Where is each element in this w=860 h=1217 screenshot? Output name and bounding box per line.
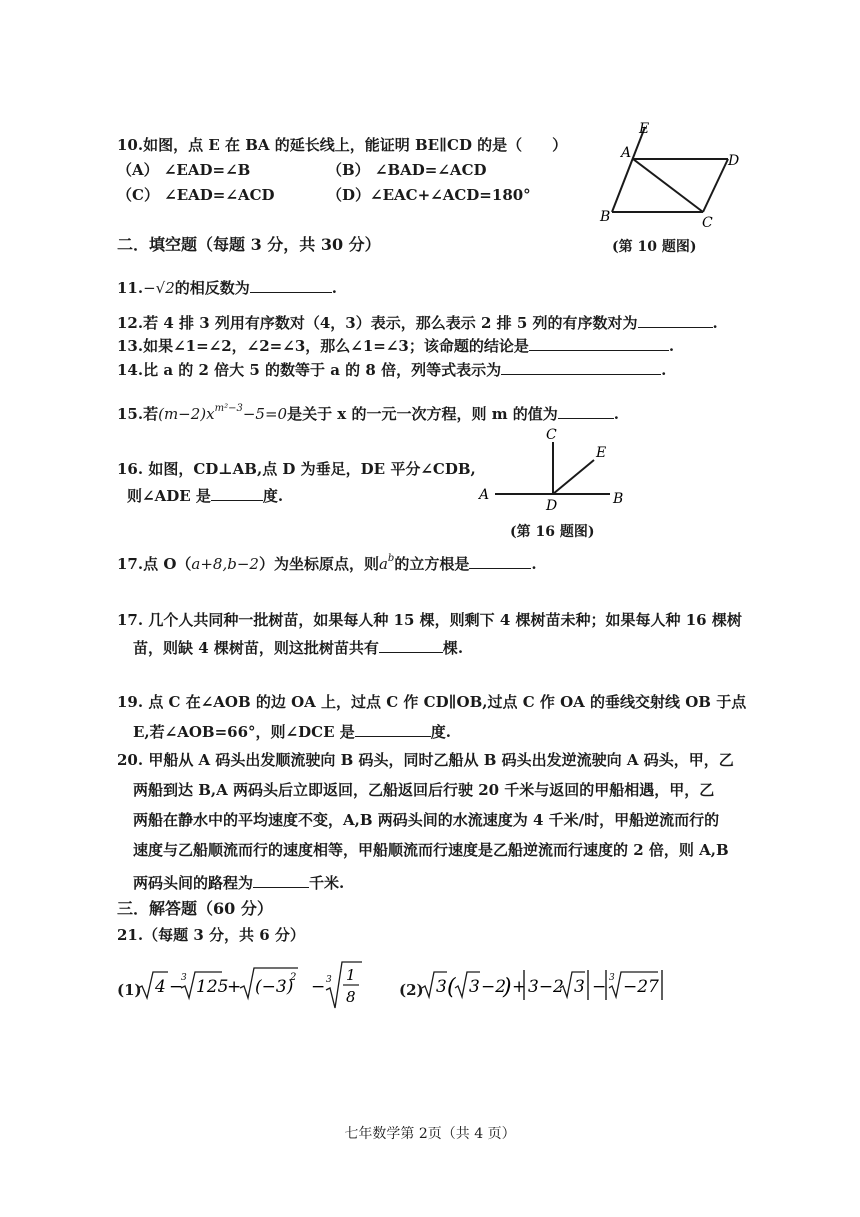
svg-text:−: − xyxy=(169,977,184,997)
q16-line2-prefix: 则∠ADE 是 xyxy=(127,487,211,505)
q13-text: 13.如果∠1=∠2，∠2=∠3，那么∠1=∠3；该命题的结论是 xyxy=(117,337,529,355)
q20-answer-blank[interactable] xyxy=(253,871,309,888)
q14-answer-blank[interactable] xyxy=(501,358,661,375)
q16-answer-blank[interactable] xyxy=(211,484,263,501)
fig16-label-e: E xyxy=(596,445,607,461)
q20-line-3: 两船在静水中的平均速度不变，A,B 两码头间的水流速度为 4 千米/时，甲船逆流而行的 xyxy=(133,811,720,829)
page-footer: 七年数学第 2页（共 4 页） xyxy=(344,1126,516,1142)
svg-text:−2: −2 xyxy=(481,977,507,997)
q11: 11.−√2的相反数为 . xyxy=(117,276,337,298)
svg-text:+: + xyxy=(512,977,527,997)
svg-text:(−3): (−3) xyxy=(255,977,294,997)
fig10-label-d: D xyxy=(728,153,740,169)
q10-option-c: （C） ∠EAD=∠ACD xyxy=(117,186,275,204)
fig16-label-a: A xyxy=(479,487,490,503)
q11-prefix: 11. xyxy=(117,279,144,297)
q17a: 17.点 O（a+8,b−2）为坐标原点，则$a^b$的立方根是 . xyxy=(117,553,537,573)
q16-line2-suffix: 度. xyxy=(262,487,284,505)
q17b-answer-blank[interactable] xyxy=(379,636,443,653)
q13-answer-blank[interactable] xyxy=(529,334,669,351)
q19-answer-blank[interactable] xyxy=(355,720,431,737)
section-2-title: 二．填空题（每题 3 分，共 30 分） xyxy=(117,235,381,254)
svg-text:3: 3 xyxy=(469,977,480,997)
q16-line-2 xyxy=(127,484,283,506)
figure-10-caption: (第 10 题图) xyxy=(612,239,697,255)
q17a-suffix: 的立方根是 xyxy=(394,555,470,573)
q11-expression: −√2 xyxy=(143,279,175,297)
q10-option-d: （D）∠EAC+∠ACD=180° xyxy=(327,186,531,204)
q20-line-5 xyxy=(133,871,344,893)
q15-suffix: 是关于 x 的一元一次方程，则 m 的值为 xyxy=(287,405,558,423)
q12-answer-blank[interactable] xyxy=(638,311,713,328)
q10-option-a: （A） ∠EAD=∠B xyxy=(117,161,251,179)
q20-line-2: 两船到达 B,A 两码头后立即返回，乙船返回后行驶 20 千米与返回的甲船相遇，甲，乙 xyxy=(133,781,715,799)
q21-heading: 21.（每题 3 分，共 6 分） xyxy=(117,926,305,944)
q12-text: 12.若 4 排 3 列用有序数对（4，3）表示，那么表示 2 排 5 列的有序数对为 xyxy=(117,314,638,332)
svg-text:3: 3 xyxy=(574,977,585,997)
q15-prefix: 15.若 xyxy=(117,405,159,423)
svg-text:−: − xyxy=(592,977,607,997)
fig10-label-a: A xyxy=(621,145,632,161)
q13: 13.如果∠1=∠2，∠2=∠3，那么∠1=∠3；该命题的结论是 . xyxy=(117,334,674,356)
q17a-answer-blank[interactable] xyxy=(469,552,531,569)
fig10-label-e: E xyxy=(639,121,650,137)
section-3-title: 三．解答题（60 分） xyxy=(117,899,273,918)
q14-text: 14.比 a 的 2 倍大 5 的数等于 a 的 8 倍，列等式表示为 xyxy=(117,361,502,379)
q17a-coordinates: a+8,b−2 xyxy=(191,555,259,573)
svg-text:): ) xyxy=(503,975,512,1000)
q21-part2-label: (2) xyxy=(399,981,424,999)
q17b-line-1: 17. 几个人共同种一批树苗，如果每人种 15 棵，则剩下 4 棵树苗未种；如果每人种 16 棵树 xyxy=(117,611,742,629)
svg-text:(: ( xyxy=(447,975,456,1000)
q20-line5-suffix: 千米. xyxy=(309,874,345,892)
fig16-label-d: D xyxy=(546,498,558,514)
svg-text:3: 3 xyxy=(326,975,332,985)
q19-line-1: 19. 点 C 在∠AOB 的边 OA 上，过点 C 作 CD∥OB,过点 C 作 OA 的垂线交射线 OB 于点 xyxy=(117,693,747,711)
svg-text:3−2: 3−2 xyxy=(528,977,564,997)
q20-line5-prefix: 两码头间的路程为 xyxy=(133,874,254,892)
q15-expr-main: (m−2)x xyxy=(158,405,215,423)
q10-stem: 10.如图，点 E 在 BA 的延长线上，能证明 BE∥CD 的是（ ） xyxy=(117,136,568,154)
svg-text:125: 125 xyxy=(196,977,229,997)
fig16-label-c: C xyxy=(546,427,557,443)
q20-line-1: 20. 甲船从 A 码头出发顺流驶向 B 码头，同时乙船从 B 码头出发逆流驶向 A 码头，甲，乙 xyxy=(117,751,734,769)
figure-16-caption: (第 16 题图) xyxy=(510,524,595,540)
q16-line-1: 16. 如图，CD⊥AB,点 D 为垂足，DE 平分∠CDB, xyxy=(117,460,476,478)
q14: 14.比 a 的 2 倍大 5 的数等于 a 的 8 倍，列等式表示为 . xyxy=(117,358,666,380)
q17a-prefix: 17.点 O（ xyxy=(117,555,192,573)
q19-line2-suffix: 度. xyxy=(430,723,451,741)
svg-text:−27: −27 xyxy=(623,977,659,997)
q21-part1-label: (1) xyxy=(117,981,142,999)
q10-option-b: （B） ∠BAD=∠ACD xyxy=(327,161,487,179)
fig10-label-b: B xyxy=(600,209,611,225)
q20-line-4: 速度与乙船顺流而行的速度相等，甲船顺流而行速度是乙船逆流而行速度的 2 倍，则 A,B xyxy=(133,841,729,859)
svg-text:3: 3 xyxy=(609,973,615,983)
q21-part1-expression xyxy=(136,958,372,1014)
fig10-label-c: C xyxy=(702,215,713,231)
q17a-base: a xyxy=(378,555,388,573)
figure-16 xyxy=(470,424,640,520)
q17b-line2-prefix: 苗，则缺 4 棵树苗，则这批树苗共有 xyxy=(133,639,379,657)
figure-10 xyxy=(590,115,770,235)
q11-answer-blank[interactable] xyxy=(250,276,332,293)
q15-expr-tail: −5=0 xyxy=(242,405,288,423)
q15-expr-exponent: m²−3 xyxy=(214,403,243,414)
svg-text:3: 3 xyxy=(181,973,187,983)
q19-line-2 xyxy=(133,720,451,742)
svg-text:−: − xyxy=(311,977,326,997)
q15-answer-blank[interactable] xyxy=(558,402,614,419)
q15: 15.若$(m-2)x^{m^2-3}-5=0$是关于 x 的一元一次方程，则 m 的值为 . xyxy=(117,403,620,423)
svg-text:1: 1 xyxy=(346,966,356,984)
q17a-exponent: b xyxy=(387,553,395,564)
svg-text:3: 3 xyxy=(436,977,447,997)
q17b-line2-suffix: 棵. xyxy=(442,639,464,657)
q19-line2-prefix: E,若∠AOB=66°，则∠DCE 是 xyxy=(133,723,355,741)
q17a-mid: ）为坐标原点，则 xyxy=(258,555,379,573)
svg-text:+: + xyxy=(227,977,242,997)
q21-part2-expression xyxy=(420,964,672,1008)
q11-suffix: 的相反数为 xyxy=(174,279,250,297)
q17b-line-2 xyxy=(133,636,463,658)
svg-text:4: 4 xyxy=(155,977,166,997)
svg-text:8: 8 xyxy=(346,988,356,1006)
fig16-label-b: B xyxy=(613,491,624,507)
q12: 12.若 4 排 3 列用有序数对（4，3）表示，那么表示 2 排 5 列的有序数对为 . xyxy=(117,311,718,333)
svg-text:2: 2 xyxy=(290,972,297,983)
